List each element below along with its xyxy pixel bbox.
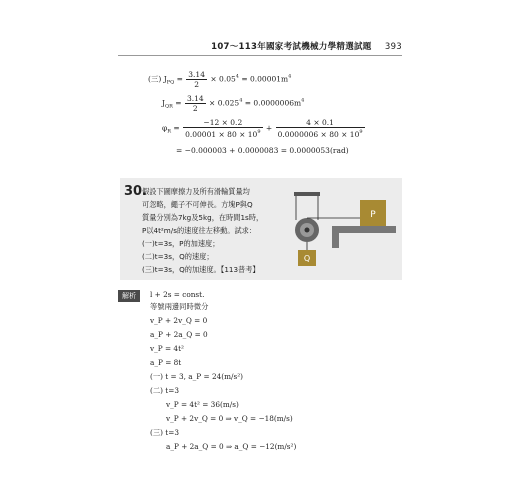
- pulley-figure: [290, 186, 396, 268]
- question-line: 可忽略，繩子不可伸長。方塊P與Q: [142, 200, 253, 209]
- calc-2-sub: QR: [165, 103, 173, 110]
- question-line: 質量分別為7kg及5kg，在時間1s時，: [142, 213, 264, 222]
- calc-2-result-exp: 4: [301, 97, 305, 104]
- fixed-pulley-axle: [305, 228, 310, 233]
- solution-line: l + 2s = const.: [150, 290, 205, 299]
- calc-1-sub: PQ: [166, 79, 175, 86]
- question-line: (一)t=3s，P的加速度；: [142, 239, 220, 248]
- calc-3-den-1-exp: 9: [257, 129, 261, 135]
- calc-1-den: 2: [194, 80, 200, 89]
- solution-line: (二) t=3: [150, 386, 179, 395]
- question-line: (二)t=3s，Q的速度；: [142, 252, 214, 261]
- solution-line: a_P + 2a_Q = 0 ⇒ a_Q = −12(m/s²): [166, 442, 297, 451]
- calc-2-num: 3.14: [186, 94, 204, 103]
- calc-line-2: $J_{QR}$ = $\frac{3.14}{2}$ × $0.025^4 = 0.0000006m^4$: [162, 94, 305, 113]
- calc-2-label: J: [162, 98, 166, 108]
- solution-line: (一) t = 3, a_P = 24(m/s²): [150, 372, 243, 381]
- solution-line: a_P + 2a_Q = 0: [150, 330, 208, 339]
- calc-1-frac: [186, 70, 207, 89]
- question-number: 30.: [124, 184, 148, 199]
- calc-3-num-1: −12 × 0.2: [183, 118, 262, 128]
- calc-1-result: = 0.00001m: [241, 74, 289, 84]
- solution-line: 等號兩邊同時微分: [150, 302, 209, 311]
- page-number: 393: [384, 42, 402, 52]
- solution-line: a_P = 8t: [150, 358, 182, 367]
- calc-2-result: = 0.0000006m: [244, 98, 302, 108]
- calc-1-label: (三) J: [148, 74, 167, 84]
- header-title: 107～113年國家考試機械力學精選試題: [211, 42, 372, 52]
- calc-3-den-2-wrap: [276, 128, 365, 139]
- table-top: [332, 226, 396, 233]
- calc-1-exp: 4: [235, 73, 239, 80]
- calc-3-eq: =: [173, 123, 180, 133]
- calc-3-label: φ: [162, 123, 168, 133]
- calc-2-rest: × 0.025: [209, 98, 240, 108]
- solution-line: v_P = 4t² = 36(m/s): [166, 400, 239, 409]
- calc-3-frac-2: [276, 118, 365, 139]
- solution-line: v_P = 4t²: [150, 344, 184, 353]
- solution-line: v_P + 2v_Q = 0: [150, 316, 208, 325]
- calc-3-den-2-exp: 9: [359, 129, 363, 135]
- calc-3-plus: +: [265, 123, 273, 133]
- calc-line-3: [162, 118, 366, 139]
- question-line: P以4t²m/s的速度往左移動。試求：: [142, 226, 257, 235]
- calc-3-sub: R: [167, 128, 172, 135]
- calc-1-num: 3.14: [188, 70, 205, 79]
- block-p-label: P: [370, 210, 376, 220]
- calc-line-1: (三) $J_{PQ}$ = $\frac{3.14}{2}$ × $0.05^4 = 0.00001m^4$: [148, 70, 292, 89]
- page-header: [211, 40, 402, 52]
- calc-1-result-exp: 4: [288, 73, 292, 80]
- calc-1-rest: × 0.05: [210, 74, 236, 84]
- calc-3-den-1-wrap: [183, 128, 262, 139]
- calc-3-frac-1: [183, 118, 262, 139]
- calc-3-den-2: 0.0000006 × 80 × 10: [277, 130, 360, 139]
- question-line: 假設下圖摩擦力及所有滑輪質量均: [142, 187, 250, 196]
- calc-2-den: 2: [192, 104, 198, 113]
- calc-2-frac: [185, 94, 206, 113]
- table-leg: [332, 226, 339, 248]
- solution-line: v_P + 2v_Q = 0 ⇒ v_Q = −18(m/s): [166, 414, 293, 423]
- question-line: (三)t=3s，Q的加速度。【113普考】: [142, 265, 260, 274]
- calc-2-exp: 4: [239, 97, 243, 104]
- calc-3-den-1: 0.00001 × 80 × 10: [185, 130, 258, 139]
- solution-tag: 解析: [118, 290, 140, 302]
- ceiling-support: [294, 192, 320, 196]
- calc-3-num-2: 4 × 0.1: [276, 118, 365, 128]
- block-q-label: Q: [303, 254, 311, 263]
- solution-line: (三) t=3: [150, 428, 179, 437]
- calc-line-4: = −0.000003 + 0.0000083 = 0.0000053(rad): [176, 146, 349, 155]
- header-rule: [118, 55, 402, 56]
